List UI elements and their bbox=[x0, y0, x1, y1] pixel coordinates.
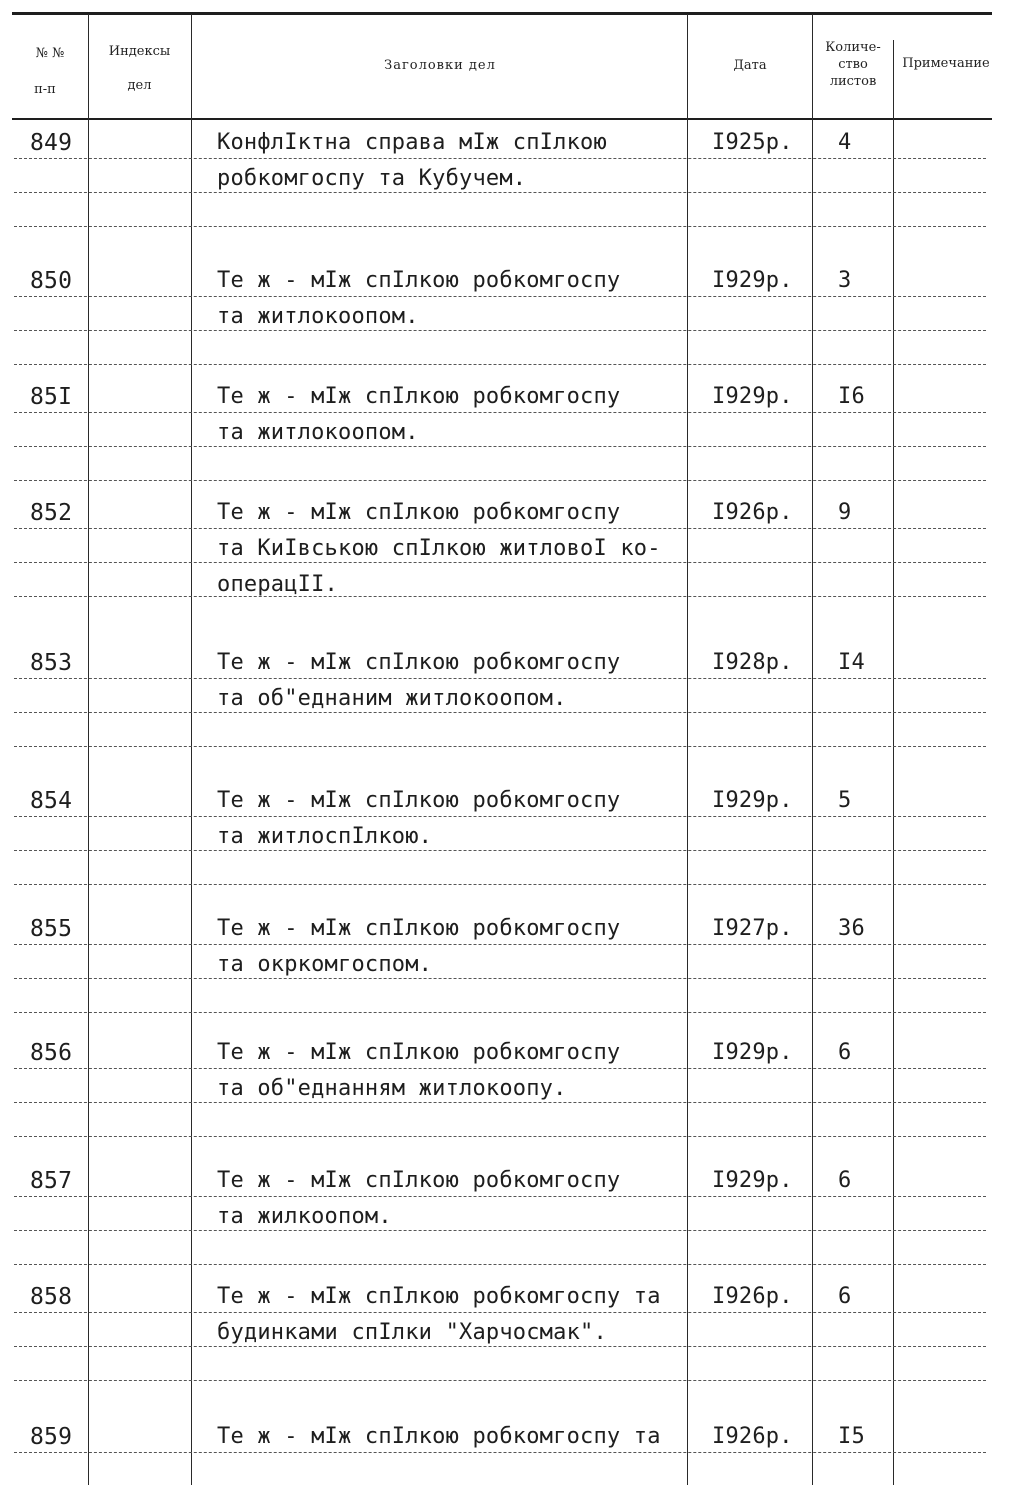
ruling-line bbox=[14, 1380, 986, 1381]
row-sheet-count: 6 bbox=[838, 1168, 852, 1193]
row-sheet-count: I6 bbox=[838, 384, 865, 409]
ruling-line bbox=[14, 1136, 986, 1137]
header-col-index-sub: дел bbox=[127, 78, 152, 93]
row-sheet-count: 6 bbox=[838, 1040, 852, 1065]
ruling-line bbox=[14, 944, 986, 945]
row-sheet-count: 9 bbox=[838, 500, 852, 525]
ruling-line bbox=[14, 1012, 986, 1013]
row-sheet-count: 6 bbox=[838, 1284, 852, 1309]
ruling-line bbox=[14, 746, 986, 747]
ruling-line bbox=[14, 296, 986, 297]
row-sheet-count: 5 bbox=[838, 788, 852, 813]
header-col-count-line2: ство bbox=[838, 57, 868, 72]
row-title-line2: та об"еднаним житлокоопом. bbox=[217, 686, 567, 711]
header-col-count-line1: Количе- bbox=[825, 40, 881, 55]
row-title-line1: Те ж - мIж спIлкою робкомгоспу bbox=[217, 650, 621, 675]
header-col-count-line3: листов bbox=[829, 74, 877, 89]
ruling-line bbox=[14, 528, 986, 529]
header-col-note: Примечание bbox=[902, 56, 990, 71]
row-title-line2: та жилкоопом. bbox=[217, 1204, 392, 1229]
header-bottom-border bbox=[12, 118, 992, 120]
ruling-line bbox=[14, 712, 986, 713]
row-title-line1: Те ж - мIж спIлкою робкомгоспу bbox=[217, 916, 621, 941]
row-date: I928р. bbox=[712, 650, 793, 675]
ruling-line bbox=[14, 192, 986, 193]
row-title-line2: будинками спIлки "Харчосмак". bbox=[217, 1320, 607, 1345]
row-number: 858 bbox=[30, 1284, 73, 1310]
row-date: I926р. bbox=[712, 1284, 793, 1309]
ruling-line bbox=[14, 678, 986, 679]
ruling-line bbox=[14, 850, 986, 851]
ruling-line bbox=[14, 1452, 986, 1453]
row-number: 850 bbox=[30, 268, 73, 294]
ruling-line bbox=[14, 816, 986, 817]
row-title-line1: Те ж - мIж спIлкою робкомгоспу та bbox=[217, 1284, 661, 1309]
row-date: I925р. bbox=[712, 130, 793, 155]
ruling-line bbox=[14, 364, 986, 365]
row-number: 854 bbox=[30, 788, 73, 814]
row-sheet-count: I5 bbox=[838, 1424, 865, 1449]
ruling-line bbox=[14, 978, 986, 979]
row-sheet-count: 4 bbox=[838, 130, 852, 155]
row-number: 855 bbox=[30, 916, 73, 942]
ruling-line bbox=[14, 226, 986, 227]
header-col-date: Дата bbox=[733, 58, 767, 73]
row-number: 85I bbox=[30, 384, 73, 410]
ruling-line bbox=[14, 596, 986, 597]
row-date: I926р. bbox=[712, 1424, 793, 1449]
ruling-line bbox=[14, 158, 986, 159]
ruling-line bbox=[14, 1264, 986, 1265]
table-top-border bbox=[12, 12, 992, 15]
row-date: I929р. bbox=[712, 384, 793, 409]
ruling-line bbox=[14, 446, 986, 447]
row-title-line2: та житлокоопом. bbox=[217, 420, 419, 445]
row-title-line1: Те ж - мIж спIлкою робкомгоспу bbox=[217, 500, 621, 525]
row-date: I929р. bbox=[712, 788, 793, 813]
row-title-line1: Те ж - мIж спIлкою робкомгоспу bbox=[217, 1040, 621, 1065]
ruling-line bbox=[14, 412, 986, 413]
row-date: I929р. bbox=[712, 1168, 793, 1193]
ruling-line bbox=[14, 1068, 986, 1069]
ruling-line bbox=[14, 480, 986, 481]
row-sheet-count: 3 bbox=[838, 268, 852, 293]
row-title-line2: робкомгоспу та Кубучем. bbox=[217, 166, 527, 191]
row-number: 853 bbox=[30, 650, 73, 676]
row-date: I926р. bbox=[712, 500, 793, 525]
row-title-line2: та житлокоопом. bbox=[217, 304, 419, 329]
ruling-line bbox=[14, 1312, 986, 1313]
row-number: 856 bbox=[30, 1040, 73, 1066]
row-number: 859 bbox=[30, 1424, 73, 1450]
header-col-number: № № bbox=[35, 46, 65, 61]
row-date: I929р. bbox=[712, 1040, 793, 1065]
row-sheet-count: 36 bbox=[838, 916, 865, 941]
ruling-line bbox=[14, 330, 986, 331]
row-title-line1: Те ж - мIж спIлкою робкомгоспу bbox=[217, 268, 621, 293]
row-title-line2: та КиIвською спIлкою житловоI ко- bbox=[217, 536, 661, 561]
row-title-line1: Те ж - мIж спIлкою робкомгоспу та bbox=[217, 1424, 661, 1449]
row-number: 849 bbox=[30, 130, 73, 156]
row-number: 857 bbox=[30, 1168, 73, 1194]
ruling-line bbox=[14, 562, 986, 563]
header-col-title: Заголовки дел bbox=[384, 58, 496, 73]
header-col-number-sub: п-п bbox=[34, 82, 56, 97]
ruling-line bbox=[14, 1102, 986, 1103]
header-col-index: Индексы bbox=[108, 44, 171, 59]
ruling-line bbox=[14, 884, 986, 885]
column-divider bbox=[893, 40, 894, 1485]
ruling-line bbox=[14, 1230, 986, 1231]
row-title-line1: КонфлIктна справа мIж спIлкою bbox=[217, 130, 607, 155]
row-title-line1: Те ж - мIж спIлкою робкомгоспу bbox=[217, 788, 621, 813]
row-title-line2: та житлоспIлкою. bbox=[217, 824, 433, 849]
row-title-line3: операцII. bbox=[217, 572, 339, 597]
row-title-line1: Те ж - мIж спIлкою робкомгоспу bbox=[217, 1168, 621, 1193]
row-title-line2: та окркомгоспом. bbox=[217, 952, 433, 977]
ruling-line bbox=[14, 1346, 986, 1347]
row-title-line1: Те ж - мIж спIлкою робкомгоспу bbox=[217, 384, 621, 409]
row-date: I929р. bbox=[712, 268, 793, 293]
ruling-line bbox=[14, 1196, 986, 1197]
row-sheet-count: I4 bbox=[838, 650, 865, 675]
row-title-line2: та об"еднанням житлокоопу. bbox=[217, 1076, 567, 1101]
row-date: I927р. bbox=[712, 916, 793, 941]
row-number: 852 bbox=[30, 500, 73, 526]
